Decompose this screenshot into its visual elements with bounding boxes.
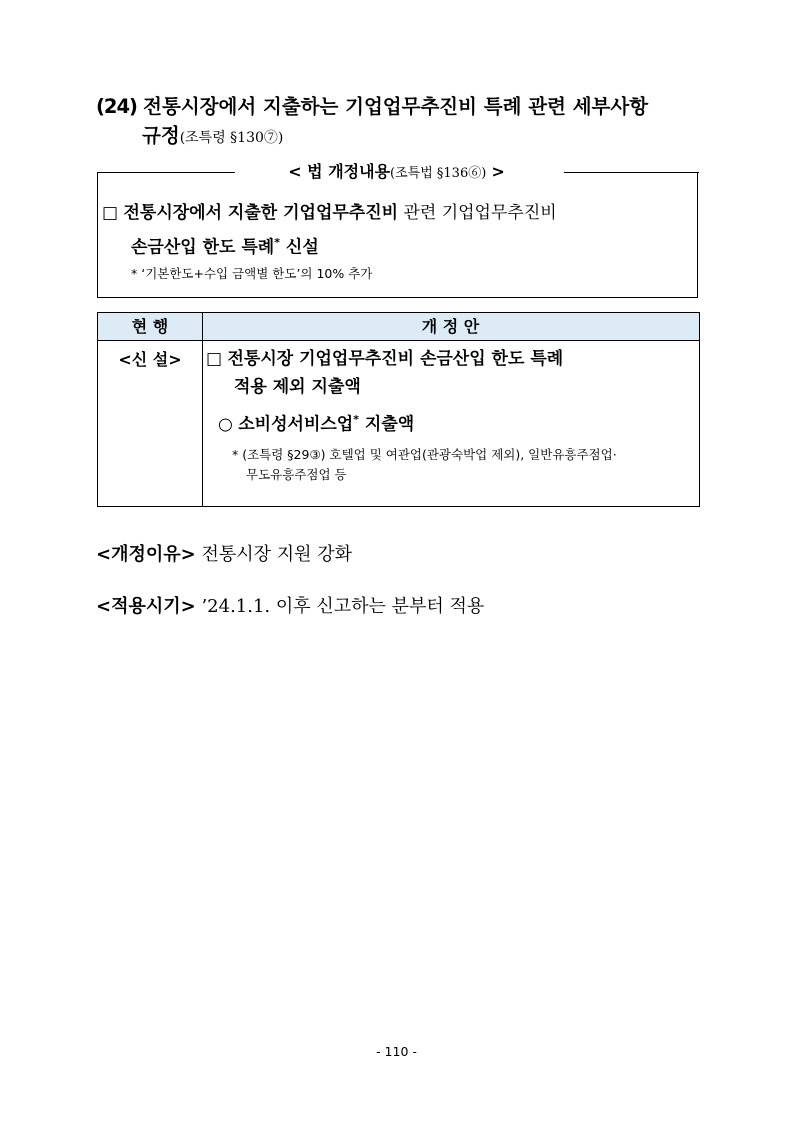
section-reference: (조특령 §130⑦) bbox=[179, 130, 284, 146]
revised-line1: 전통시장 기업업무추진비 손금산입 한도 특례 bbox=[227, 349, 564, 369]
page-number: - 110 - bbox=[376, 1044, 417, 1059]
subitem-end: 지출액 bbox=[358, 414, 415, 435]
legend-reference: (조특법 §136⑥) bbox=[390, 166, 487, 181]
header-current: 현 행 bbox=[131, 317, 169, 336]
law-item-light: 관련 기업업무추진비 bbox=[403, 203, 557, 223]
subitem-text: 소비성서비스업 bbox=[238, 414, 354, 435]
law-item-end: 신설 bbox=[279, 237, 319, 258]
current-cell: <신 설> bbox=[118, 350, 182, 369]
revised-cell bbox=[206, 345, 698, 485]
revised-item bbox=[206, 345, 698, 401]
section-title-line1: 전통시장에서 지출하는 기업업무추진비 특례 관련 세부사항 bbox=[143, 95, 649, 118]
footnote-line1: * (조특령 §29③) 호텔업 및 여관업(관광숙박업 제외), 일반유흥주점업· bbox=[232, 446, 617, 462]
revised-subitem bbox=[206, 406, 698, 439]
circle-bullet-icon: ○ bbox=[218, 414, 233, 435]
column-divider bbox=[202, 313, 203, 506]
table-header-row bbox=[98, 313, 699, 341]
comparison-table bbox=[97, 312, 700, 507]
section-number: (24) bbox=[96, 95, 137, 118]
law-footnote: * ‘기본한도+수입 금액별 한도’의 10% 추가 bbox=[131, 266, 373, 281]
section-title-line2: 규정 bbox=[142, 124, 180, 147]
footnote-star-icon: * bbox=[353, 413, 359, 426]
law-item-bold: 전통시장에서 지출한 기업업무추진비 bbox=[123, 203, 399, 223]
checkbox-icon: □ bbox=[206, 349, 223, 369]
timing-text: ’24.1.1. 이후 신고하는 분부터 적용 bbox=[201, 596, 485, 617]
law-item-line2: 손금산입 한도 특례 bbox=[131, 237, 275, 258]
revised-footnote bbox=[206, 445, 698, 485]
reason-text: 전통시장 지원 강화 bbox=[201, 544, 352, 565]
legend-close: > bbox=[491, 162, 505, 181]
footnote-line2: 무도유흥주점업 등 bbox=[246, 466, 347, 482]
law-box-legend bbox=[0, 160, 793, 186]
amendment-reason bbox=[96, 540, 352, 566]
legend-title: < 법 개정내용 bbox=[288, 162, 391, 181]
law-amendment-item bbox=[102, 198, 696, 263]
revised-line2: 적용 제외 지출액 bbox=[234, 377, 361, 397]
reason-label: <개정이유> bbox=[96, 544, 196, 565]
checkbox-icon: □ bbox=[102, 203, 119, 223]
law-amendment-box bbox=[97, 172, 698, 298]
application-timing bbox=[96, 592, 484, 618]
section-heading bbox=[96, 92, 716, 153]
header-revised: 개 정 안 bbox=[421, 317, 480, 336]
timing-label: <적용시기> bbox=[96, 596, 196, 617]
footnote-star-icon: * bbox=[274, 236, 280, 249]
